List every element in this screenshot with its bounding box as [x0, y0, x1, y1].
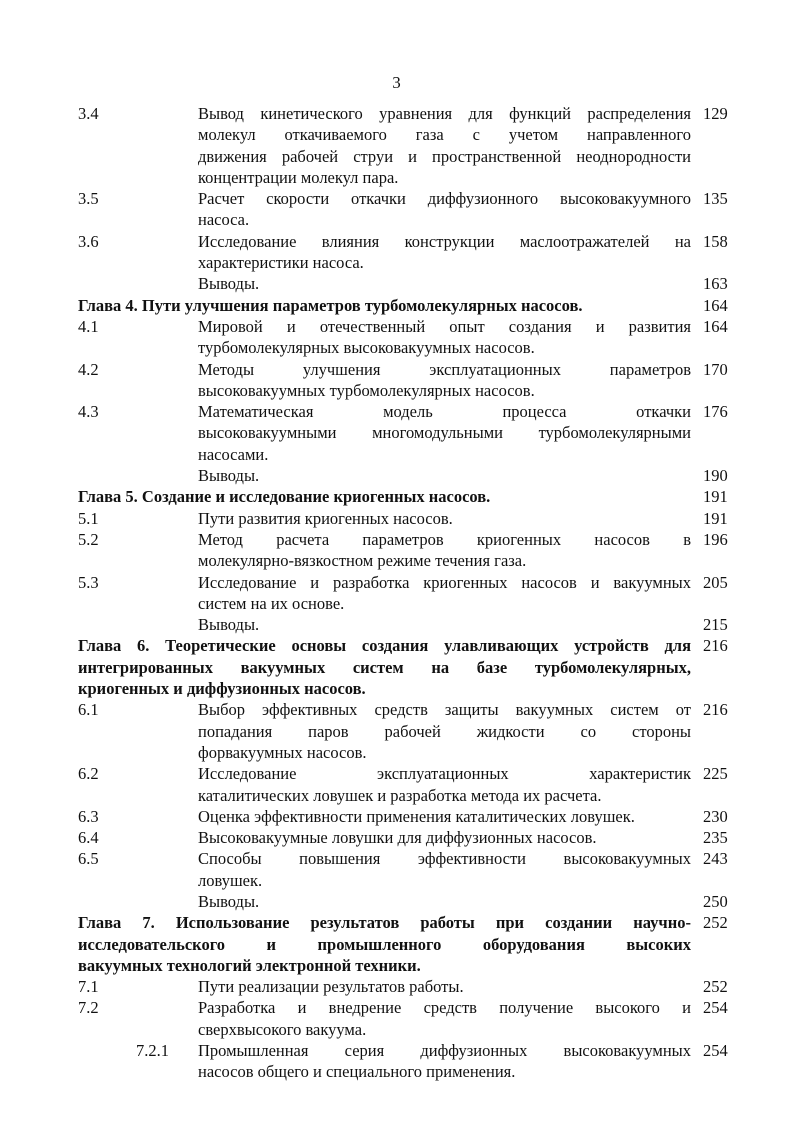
toc-entry	[78, 359, 743, 402]
toc-chapter	[78, 486, 743, 507]
toc-entry-number: 3.5	[78, 189, 99, 209]
toc-entry-title	[78, 295, 691, 316]
toc-entry-title	[198, 273, 691, 294]
toc-entry	[78, 997, 743, 1040]
toc-entry-number: 3.6	[78, 231, 99, 251]
toc-entry-line: характеристики насоса.	[198, 253, 364, 273]
toc-entry-page: 163	[703, 274, 728, 294]
toc-entry-page: 158	[703, 231, 728, 251]
toc-entry-line: Способы повышения эффективности высоковакуумных	[198, 849, 691, 869]
toc-entry-number: 5.1	[78, 508, 99, 528]
toc-entry-page: 164	[703, 295, 728, 315]
toc-entry-page: 170	[703, 359, 728, 379]
toc-entry-line: Мировой и отечественный опыт создания и развития	[198, 316, 691, 336]
toc-chapter	[78, 295, 743, 316]
toc-entry-line: попадания паров рабочей жидкости со стороны	[198, 721, 691, 741]
toc-entry-number: 6.5	[78, 849, 99, 869]
toc-entry-line: Исследование и разработка криогенных насосов и вакуумных	[198, 572, 691, 592]
toc-entry-line: Выводы.	[198, 615, 260, 635]
toc-entry-page: 215	[703, 615, 728, 635]
toc-entry-page: 196	[703, 529, 728, 549]
toc-entry-line: высоковакуумными многомодульными турбомолекулярными	[198, 423, 691, 443]
toc-entry-line: Вывод кинетического уравнения для функций распределения	[198, 104, 691, 123]
toc-entry-line: насосов общего и специального применения.	[198, 1062, 516, 1082]
toc-entry-line: систем на их основе.	[198, 593, 345, 613]
toc-entry-title	[198, 997, 691, 1040]
toc-entry	[78, 188, 743, 231]
toc-entry-line: Методы улучшения эксплуатационных параметров	[198, 359, 691, 379]
toc-chapter	[78, 912, 743, 976]
toc-entry-line: Пути развития криогенных насосов.	[198, 508, 453, 528]
toc-entry-line: Выводы.	[198, 891, 260, 911]
toc-entry-title	[78, 486, 691, 507]
toc-entry-line: ловушек.	[198, 870, 263, 890]
toc-entry-page: 135	[703, 189, 728, 209]
toc-entry-title	[198, 699, 691, 763]
toc-entry	[78, 401, 743, 465]
toc-entry-page: 191	[703, 487, 728, 507]
toc-entry-number: 6.3	[78, 806, 99, 826]
toc-entry-title	[198, 976, 691, 997]
toc-entry-title	[198, 359, 691, 402]
toc-entry-line: сверхвысокого вакуума.	[198, 1019, 367, 1039]
toc-entry-line: вакуумных технологий электронной техники.	[78, 955, 421, 975]
toc-entry-line: Исследование эксплуатационных характеристик	[198, 764, 691, 784]
toc-entry-page: 225	[703, 764, 728, 784]
toc-entry	[78, 614, 743, 635]
toc-entry-title	[198, 827, 691, 848]
toc-entry	[78, 1040, 743, 1083]
toc-entry-title	[198, 401, 691, 465]
toc-entry-page: 250	[703, 891, 728, 911]
toc-entry-line: Разработка и внедрение средств получение высокого и	[198, 998, 691, 1018]
toc-entry-page: 252	[703, 913, 728, 933]
toc-entry-number: 7.2	[78, 998, 99, 1018]
toc-entry-line: Промышленная серия диффузионных высоковакуумных	[198, 1041, 691, 1061]
toc-entry-number: 5.3	[78, 572, 99, 592]
toc-entry-title	[198, 316, 691, 359]
toc-entry-line: высоковакуумных турбомолекулярных насосов.	[198, 380, 535, 400]
toc-entry-page: 176	[703, 402, 728, 422]
toc-entry-line: Метод расчета параметров криогенных насосов в	[198, 529, 691, 549]
toc-entry-line: каталитических ловушек и разработка метода их расчета.	[198, 785, 602, 805]
toc-entry-line: Пути реализации результатов работы.	[198, 977, 464, 997]
toc-entry-page: 243	[703, 849, 728, 869]
toc-entry	[78, 529, 743, 572]
toc-entry-line: Высоковакуумные ловушки для диффузионных насосов.	[198, 828, 597, 848]
toc-entry-title	[198, 1040, 691, 1083]
toc-entry-number: 5.2	[78, 529, 99, 549]
toc-entry-line: насоса.	[198, 210, 250, 230]
toc-entry-page: 216	[703, 636, 728, 656]
toc-entry-page: 230	[703, 806, 728, 826]
toc-entry-page: 205	[703, 572, 728, 592]
toc-entry-line: криогенных и диффузионных насосов.	[78, 679, 366, 699]
toc-entry-title	[198, 508, 691, 529]
toc-entry-number: 4.3	[78, 402, 99, 422]
toc-entry-title	[198, 529, 691, 572]
toc-entry	[78, 699, 743, 763]
toc-entry-page: 254	[703, 998, 728, 1018]
toc-entry-number: 7.1	[78, 977, 99, 997]
toc-entry-line: движения рабочей струи и пространственной неоднородности	[198, 146, 691, 166]
toc-entry-line: Выводы.	[198, 466, 260, 486]
toc-entry-line: форвакуумных насосов.	[198, 742, 367, 762]
toc-entry	[78, 316, 743, 359]
toc-entry-line: исследовательского и промышленного оборудования высоких	[78, 934, 691, 954]
toc-entry-page: 254	[703, 1041, 728, 1061]
toc-entry	[78, 806, 743, 827]
toc-entry-line: Оценка эффективности применения каталитических ловушек.	[198, 806, 635, 826]
toc-entry-number: 4.1	[78, 316, 99, 336]
toc-entry	[78, 763, 743, 806]
toc-entry-line: Выбор эффективных средств защиты вакуумных систем от	[198, 700, 691, 720]
toc-entry	[78, 891, 743, 912]
toc-entry	[78, 827, 743, 848]
toc-entry-page: 252	[703, 977, 728, 997]
toc-entry-line: Глава 7. Использование результатов работы при создании научно-	[78, 913, 691, 933]
toc-entry-title	[198, 891, 691, 912]
toc-entry-number: 6.2	[78, 764, 99, 784]
page-number: 3	[392, 73, 401, 92]
toc-entry-title	[198, 614, 691, 635]
toc-entry-line: концентрации молекул пара.	[198, 167, 399, 187]
toc-entry-title	[198, 806, 691, 827]
toc-entry-page: 235	[703, 828, 728, 848]
toc-entry	[78, 848, 743, 891]
toc-entry-title	[78, 912, 691, 976]
toc-entry-line: молекул откачиваемого газа с учетом направленного	[198, 125, 691, 145]
toc-entry	[78, 508, 743, 529]
toc-entry-page: 129	[703, 104, 728, 123]
toc-entry-number: 6.4	[78, 828, 99, 848]
toc-entry-title	[198, 103, 691, 188]
toc-entry	[78, 231, 743, 274]
toc-entry	[78, 572, 743, 615]
toc-entry-line: турбомолекулярных высоковакуумных насосов.	[198, 338, 535, 358]
toc-entry	[78, 103, 743, 188]
toc-entry-title	[198, 763, 691, 806]
toc-entry-line: насосами.	[198, 444, 269, 464]
toc-entry-number: 4.2	[78, 359, 99, 379]
toc-entry	[78, 273, 743, 294]
table-of-contents	[78, 103, 743, 1083]
toc-chapter	[78, 635, 743, 699]
toc-entry-page: 191	[703, 508, 728, 528]
toc-entry	[78, 465, 743, 486]
toc-entry-number: 7.2.1	[136, 1041, 169, 1061]
toc-entry-title	[198, 848, 691, 891]
toc-entry-title	[198, 572, 691, 615]
toc-entry-title	[198, 465, 691, 486]
toc-entry-title	[78, 635, 691, 699]
toc-entry-line: Математическая модель процесса откачки	[198, 402, 691, 422]
toc-entry-line: интегрированных вакуумных систем на базе турбомолекулярных,	[78, 657, 691, 677]
toc-entry-line: Исследование влияния конструкции маслоотражателей на	[198, 231, 691, 251]
toc-entry-title	[198, 188, 691, 231]
toc-entry-number: 6.1	[78, 700, 99, 720]
toc-entry-number: 3.4	[78, 104, 99, 123]
toc-entry-line: Глава 5. Создание и исследование криогенных насосов.	[78, 487, 491, 507]
toc-entry	[78, 976, 743, 997]
toc-entry-title	[198, 231, 691, 274]
toc-entry-page: 164	[703, 316, 728, 336]
toc-entry-line: Глава 4. Пути улучшения параметров турбомолекулярных насосов.	[78, 295, 583, 315]
toc-entry-line: Расчет скорости откачки диффузионного высоковакуумного	[198, 189, 691, 209]
toc-entry-line: Выводы.	[198, 274, 260, 294]
toc-entry-line: Глава 6. Теоретические основы создания улавливающих устройств для	[78, 636, 691, 656]
toc-entry-line: молекулярно-вязкостном режиме течения газа.	[198, 551, 527, 571]
toc-entry-page: 216	[703, 700, 728, 720]
toc-entry-page: 190	[703, 466, 728, 486]
